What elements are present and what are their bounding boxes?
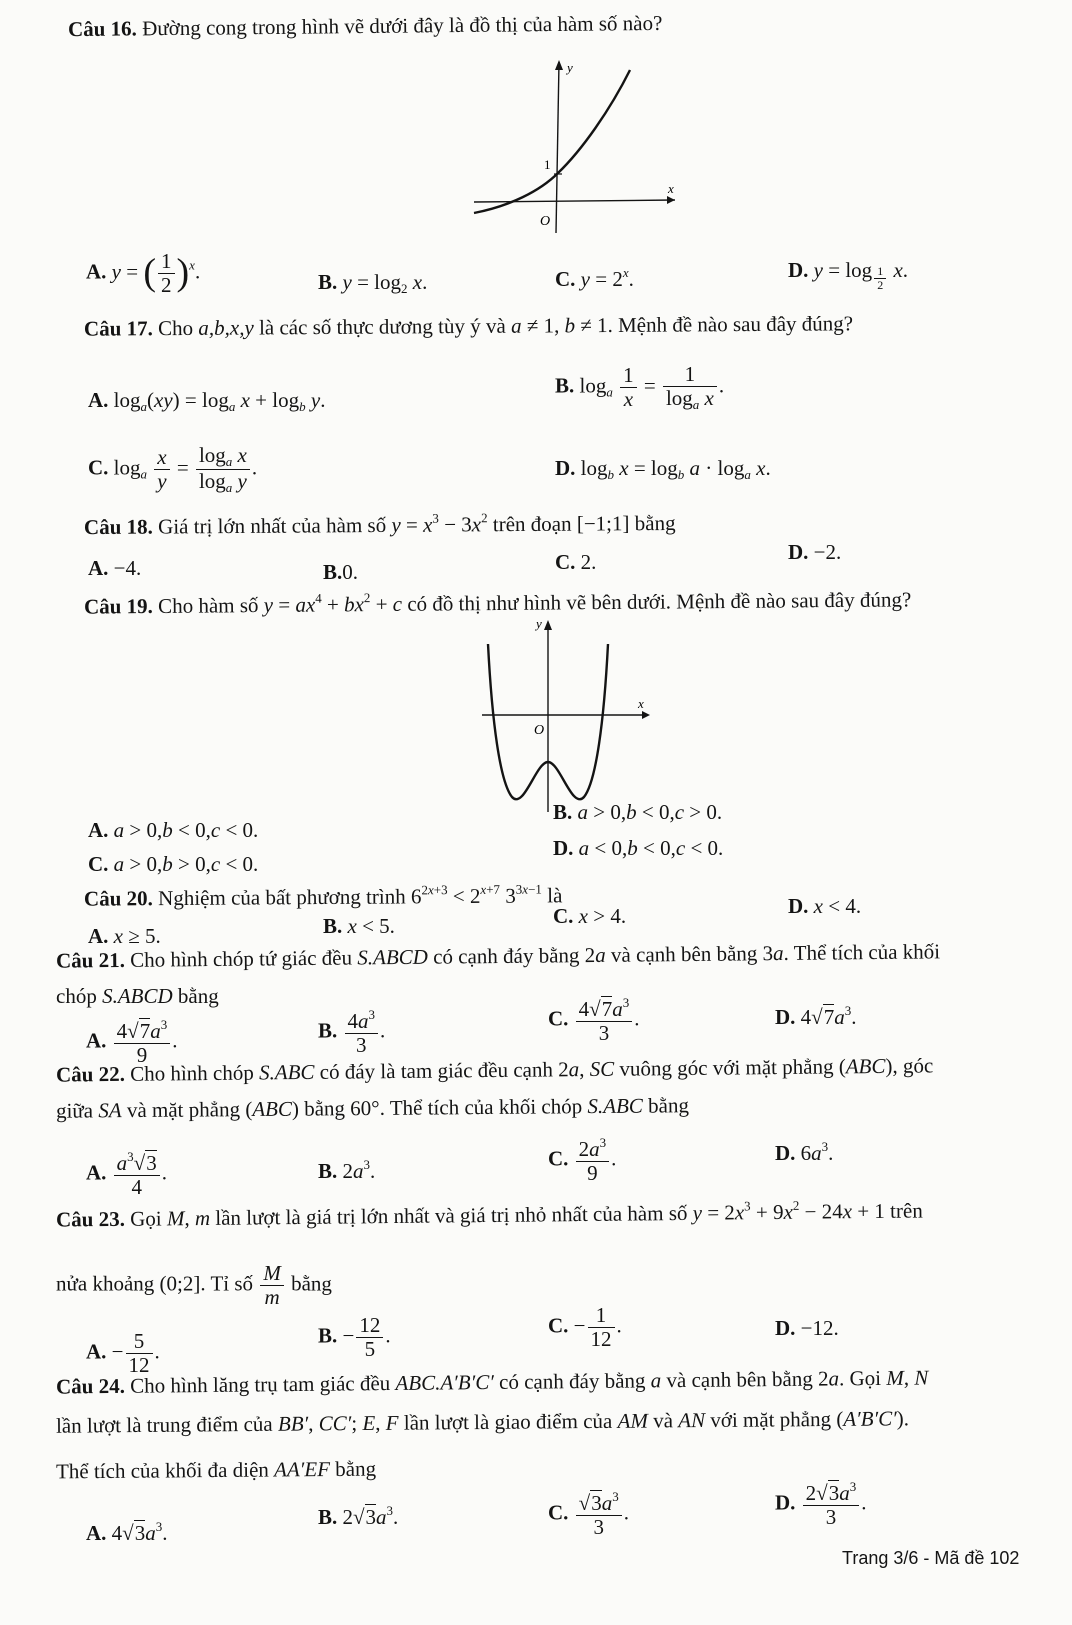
q24-option-d: D. $\frac{2√3a^3}{3}$ . (775, 1479, 867, 1530)
q24-option-a: A. $4√3a^3$. (86, 1519, 168, 1545)
q22-stem-line1: Câu 22. Cho hình chóp S.ABC có đáy là tam giác đều cạnh 2a, SC vuông góc với mặt phẳng (ABC), góc (55, 1053, 934, 1087)
q22-option-c-label: C. (548, 1146, 569, 1171)
q21-option-c-label: C. (548, 1006, 569, 1031)
q16-origin-label: O (540, 214, 551, 229)
q16-option-c: C. $y = 2^x$. (555, 265, 634, 291)
q16-head: Câu 16. (67, 16, 137, 42)
q23-option-b: B. − $\frac{12}{5}$ . (318, 1313, 391, 1362)
q19-y-label: y (536, 616, 542, 631)
q16-option-a-label: A. (86, 259, 107, 284)
q23-option-d: D. −12. (775, 1316, 839, 1340)
q17-option-d-label: D. (555, 456, 576, 480)
q16-x-label: x (668, 181, 674, 196)
q23-option-b-label: B. (318, 1323, 338, 1348)
q24-stem-line3: Thể tích của khối đa diện AA′EF bằng (55, 1456, 377, 1484)
q21-stem-line2: chóp S.ABCD bằng (56, 984, 219, 1008)
q24-option-b-label: B. (318, 1505, 338, 1529)
q23-option-d-label: D. (775, 1316, 796, 1340)
q19-x-label: x (638, 696, 644, 711)
q20-option-a-label: A. (88, 924, 109, 948)
q21-head: Câu 21. (55, 947, 126, 973)
q17-option-c-label: C. (88, 455, 109, 480)
q19-stem: Câu 19. Cho hàm số $y = ax^4 + bx^2 + c$ có đồ thị như hình vẽ bên dưới. Mệnh đề nào sau đây đúng? (83, 587, 912, 619)
q18-stem: Câu 18. Giá trị lớn nhất của hàm số $y = x^3 - 3x^2$ trên đoạn [−1;1] bằng (83, 510, 676, 540)
page-footer: Trang 3/6 - Mã đề 102 (842, 1548, 1020, 1568)
q22-option-b: B. $2a^3$. (318, 1157, 376, 1183)
q19-option-c-label: C. (88, 852, 109, 876)
q22-option-d: D. $6a^3$. (775, 1139, 834, 1165)
q16-option-c-label: C. (555, 267, 576, 291)
q24-option-c: C. $\frac{√3a^3}{3}$ . (548, 1489, 629, 1540)
q24-stem-line2: lần lượt là trung điểm của BB′, CC′; E, F lần lượt là giao điểm của AM và AN với mặt phẳng (A′B′C′). (55, 1406, 910, 1438)
q17-option-b: B. $\log_a$ $\frac{1}{x}$ = $\frac{1}{\log_a x}$ . (555, 362, 725, 413)
q19-option-b: B. a > 0,b < 0,c > 0. (553, 800, 723, 824)
q17-option-d: D. $\log_b x = \log_b a \cdot \log_a x$. (555, 456, 771, 482)
q21-option-a-label: A. (86, 1028, 107, 1053)
q21-option-b: B. $\frac{4a^3}{3}$ . (318, 1007, 386, 1058)
q22-option-d-label: D. (775, 1141, 796, 1165)
q19-option-a: A. a > 0,b < 0,c < 0. (88, 818, 259, 842)
q22-option-a: A. $\frac{a^3√3}{4}$ . (86, 1149, 167, 1200)
q21-option-b-label: B. (318, 1018, 338, 1043)
q23-option-c-label: C. (548, 1313, 569, 1338)
q16-option-b-label: B. (318, 270, 338, 294)
q23-stem-line2: nửa khoảng (0;2]. Tỉ số $\frac{M}{m}$ bằng (56, 1261, 332, 1310)
q22-stem-line2: giữa SA và mặt phẳng (ABC) bằng 60°. Thể tích của khối chóp S.ABC bằng (55, 1093, 690, 1123)
q20-option-a: A. x ≥ 5. (88, 924, 161, 948)
q24-option-a-label: A. (86, 1521, 107, 1545)
q18-option-d-label: D. (788, 540, 809, 564)
q19-origin-label: O (534, 723, 545, 738)
q19-option-b-label: B. (553, 800, 573, 824)
q16-one-label: 1 (544, 157, 551, 172)
q18-option-c: C. 2. (555, 550, 597, 574)
q20-option-b-label: B. (323, 914, 343, 938)
q20-option-d: D. x < 4. (788, 894, 862, 918)
q18-option-c-label: C. (555, 550, 576, 574)
q24-head: Câu 24. (55, 1373, 126, 1399)
q17-head: Câu 17. (83, 316, 153, 341)
q18-option-a-label: A. (88, 556, 109, 580)
q19-option-c: C. a > 0,b > 0,c < 0. (88, 852, 259, 876)
q19-option-d-label: D. (553, 836, 574, 860)
q21-option-c: C. $\frac{4√7a^3}{3}$ . (548, 995, 640, 1046)
q17-option-a: A. $\log_a(xy) = \log_a x + \log_b y$. (88, 388, 326, 414)
q21-option-a: A. $\frac{4√7a^3}{9}$ . (86, 1017, 178, 1068)
q23-option-a-label: A. (86, 1339, 107, 1364)
q18-option-b-label: B. (323, 560, 343, 584)
q20-head: Câu 20. (83, 886, 153, 911)
q21-option-d-label: D. (775, 1005, 796, 1029)
q18-head: Câu 18. (83, 514, 153, 540)
q17-stem: Câu 17. Cho a,b,x,y là các số thực dương tùy ý và a ≠ 1, b ≠ 1. Mệnh đề nào sau đây đúng? (83, 311, 854, 341)
q23-option-c: C. − $\frac{1}{12}$ . (548, 1303, 622, 1352)
q17-option-c: C. $\log_a$ $\frac{x}{y}$ = $\frac{\log_a x}{\log_a y}$ . (88, 443, 258, 496)
q16-stem: Câu 16. Đường cong trong hình vẽ dưới đây là đồ thị của hàm số nào? (67, 10, 663, 42)
q18-option-d: D. −2. (788, 540, 842, 564)
q24-stem-line1: Câu 24. Cho hình lăng trụ tam giác đều ABC.A′B′C′ có cạnh đáy bằng a và cạnh bên bằng 2a. Gọi M, N (55, 1365, 929, 1399)
q21-option-d: D. $4√7a^3$. (775, 1003, 857, 1029)
q19-option-d: D. a < 0,b < 0,c < 0. (553, 836, 724, 860)
q16-option-a: A. y = ( $\frac{1}{2}$ )$^x$. (86, 249, 201, 298)
q22-option-b-label: B. (318, 1159, 338, 1183)
q16-y-label: y (567, 60, 573, 75)
q20-option-c-label: C. (553, 904, 574, 928)
q23-stem-line1: Câu 23. Gọi M, m lần lượt là giá trị lớn nhất và giá trị nhỏ nhất của hàm số $y = 2x^3 + 9x^2 - 24x + 1$ trên (55, 1197, 923, 1232)
q24-option-c-label: C. (548, 1500, 569, 1525)
q16-option-b: B. $y = \log_2 x$. (318, 270, 428, 296)
q23-head: Câu 23. (55, 1206, 126, 1232)
q16-option-d: D. y = log $\frac{1}{2}$ x. (788, 258, 909, 292)
q22-option-c: C. $\frac{2a^3}{9}$ . (548, 1135, 617, 1186)
q19-option-a-label: A. (88, 818, 109, 842)
q20-stem: Câu 20. Nghiệm của bất phương trình $6^{2x+3} < 2^{x+7}$ $3^{3x-1}$ là (83, 881, 563, 911)
q20-option-b: B. x < 5. (323, 914, 395, 938)
q20-option-c: C. x > 4. (553, 904, 627, 928)
q16-option-d-label: D. (788, 258, 809, 282)
q23-option-a: A. − $\frac{5}{12}$ . (86, 1329, 160, 1378)
q19-head: Câu 19. (83, 594, 153, 619)
q24-option-b: B. $2√3a^3$. (318, 1503, 399, 1529)
q21-stem-line1: Câu 21. Cho hình chóp tứ giác đều S.ABCD có cạnh đáy bằng 2a và cạnh bên bằng 3a. Thể tích của khối (55, 939, 941, 973)
q20-option-d-label: D. (788, 894, 809, 918)
q18-option-b: B.0. (323, 560, 359, 584)
q22-option-a-label: A. (86, 1160, 107, 1185)
q19-graph (478, 612, 658, 817)
q18-option-a: A. −4. (88, 556, 142, 580)
q16-graph (470, 50, 685, 235)
q17-option-a-label: A. (88, 388, 109, 412)
q17-option-b-label: B. (555, 373, 575, 398)
q22-head: Câu 22. (55, 1061, 126, 1087)
q24-option-d-label: D. (775, 1490, 796, 1515)
